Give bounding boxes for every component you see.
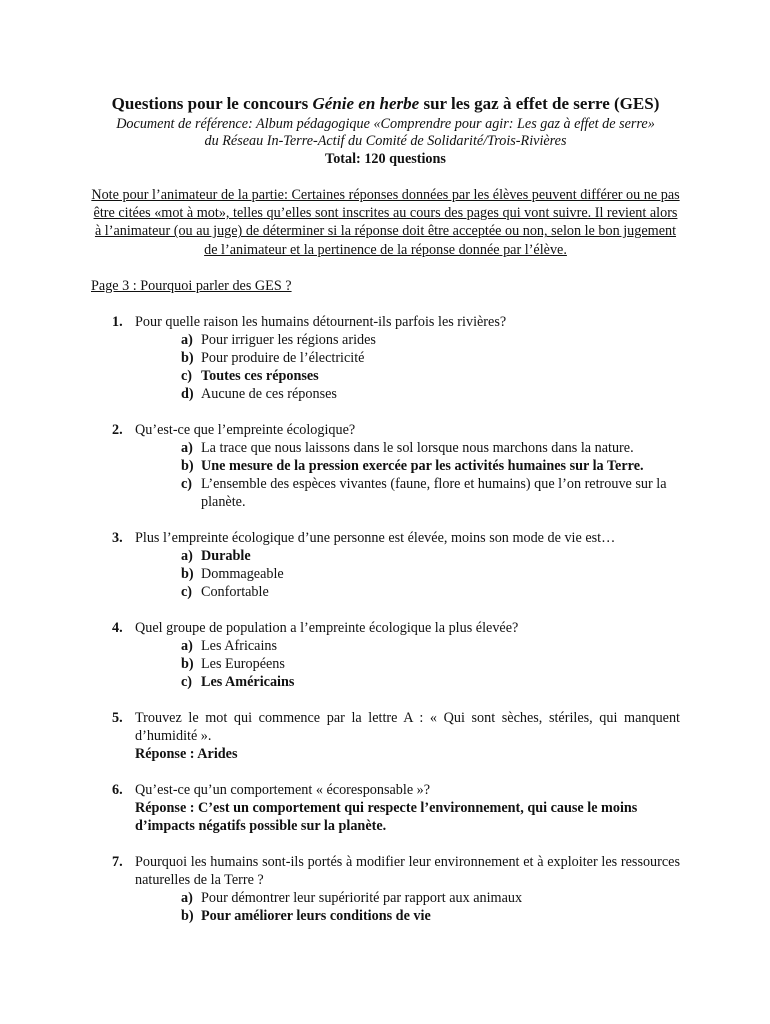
option-letter: b) xyxy=(181,907,194,924)
answer-option xyxy=(181,655,680,673)
document-page xyxy=(91,94,680,925)
answer-option xyxy=(181,439,680,457)
question-number: 7. xyxy=(112,853,123,870)
total-questions: Total: 120 questions xyxy=(325,151,446,167)
option-text: Pour produire de l’électricité xyxy=(201,349,365,366)
question-text: Qu’est-ce que l’empreinte écologique? xyxy=(135,421,356,438)
answer-option xyxy=(181,385,680,403)
correct-option xyxy=(181,457,680,475)
answer-options xyxy=(135,331,680,403)
question-item xyxy=(91,619,680,691)
option-text: Pour améliorer leurs conditions de vie xyxy=(201,907,431,924)
question-item xyxy=(91,529,680,601)
option-letter: a) xyxy=(181,439,193,456)
question-number: 3. xyxy=(112,529,123,546)
option-text: Durable xyxy=(201,547,251,564)
option-text: Une mesure de la pression exercée par les activités humaines sur la Terre. xyxy=(201,457,644,474)
question-text: Trouvez le mot qui commence par la lettre A : « Qui sont sèches, stériles, qui manquent d’humidité ». xyxy=(135,709,680,744)
option-letter: d) xyxy=(181,385,194,402)
option-text: Les Européens xyxy=(201,655,285,672)
option-text: Dommageable xyxy=(201,565,284,582)
answer-option xyxy=(181,565,680,583)
option-text: Pour irriguer les régions arides xyxy=(201,331,376,348)
question-number: 2. xyxy=(112,421,123,438)
document-title xyxy=(91,94,680,114)
option-letter: a) xyxy=(181,331,193,348)
answer-options xyxy=(135,439,680,511)
option-text: Pour démontrer leur supériorité par rapport aux animaux xyxy=(201,889,523,906)
question-number: 5. xyxy=(112,709,123,726)
question-text: Pourquoi les humains sont-ils portés à modifier leur environnement et à exploiter les ressources naturelles de la Terre ? xyxy=(135,853,680,888)
answer-option xyxy=(181,349,680,367)
answer-text: Réponse : Arides xyxy=(135,745,238,762)
answer-option xyxy=(181,583,680,601)
option-letter: c) xyxy=(181,367,193,384)
correct-option xyxy=(181,547,680,565)
option-letter: c) xyxy=(181,475,193,492)
correct-option xyxy=(181,907,680,925)
question-item xyxy=(91,709,680,763)
answer-options xyxy=(135,637,680,691)
question-list xyxy=(91,313,680,925)
correct-option xyxy=(181,367,680,385)
question-text: Quel groupe de population a l’empreinte écologique la plus élevée? xyxy=(135,619,519,636)
question-text: Plus l’empreinte écologique d’une personne est élevée, moins son mode de vie est… xyxy=(135,529,616,546)
answer-option xyxy=(181,475,680,511)
answer-option xyxy=(181,889,680,907)
question-text: Pour quelle raison les humains détournent-ils parfois les rivières? xyxy=(135,313,507,330)
option-letter: b) xyxy=(181,349,194,366)
answer-option xyxy=(181,331,680,349)
option-letter: c) xyxy=(181,583,193,600)
page-heading: Page 3 : Pourquoi parler des GES ? xyxy=(91,277,292,294)
reference-document xyxy=(91,116,680,150)
answer-option xyxy=(181,637,680,655)
option-letter: a) xyxy=(181,637,193,654)
animator-note: Note pour l’animateur de la partie: Certaines réponses données par les élèves peuvent différer ou ne pas être citées «mot à mot», telles qu’elles sont inscrites au cours des pages qui vont suivre. Il revient alors à l’animateur (ou au juge) de déterminer si la réponse doit être acceptée ou non, selon le bon jugement de l’animateur et la pertinence de la réponse donnée par l’élève. xyxy=(91,187,680,258)
option-text: Confortable xyxy=(201,583,269,600)
question-number: 1. xyxy=(112,313,123,330)
title-part: Questions pour le concours xyxy=(111,94,313,113)
question-number: 4. xyxy=(112,619,123,636)
option-text: Toutes ces réponses xyxy=(201,367,319,384)
title-part: sur les gaz à effet de serre (GES) xyxy=(419,94,660,113)
question-item xyxy=(91,781,680,835)
subtitle-line: du Réseau In-Terre-Actif du Comité de Solidarité/Trois-Rivières xyxy=(204,133,567,149)
option-letter: c) xyxy=(181,673,193,690)
option-letter: a) xyxy=(181,889,193,906)
question-item xyxy=(91,313,680,403)
answer-text: Réponse : C’est un comportement qui respecte l’environnement, qui cause le moins d’impacts négatifs possible sur la planète. xyxy=(135,799,638,834)
answer-options xyxy=(135,889,680,925)
option-text: La trace que nous laissons dans le sol lorsque nous marchons dans la nature. xyxy=(201,439,634,456)
correct-option xyxy=(181,673,680,691)
option-letter: a) xyxy=(181,547,193,564)
subtitle-line: Document de référence: Album pédagogique «Comprendre pour agir: Les gaz à effet de serre» xyxy=(116,116,655,132)
question-item xyxy=(91,421,680,511)
option-text: Les Africains xyxy=(201,637,278,654)
title-emphasis: Génie en herbe xyxy=(312,94,420,113)
option-letter: b) xyxy=(181,655,194,672)
question-number: 6. xyxy=(112,781,123,798)
question-text: Qu’est-ce qu’un comportement « écoresponsable »? xyxy=(135,781,431,798)
option-text: Les Américains xyxy=(201,673,295,690)
question-item xyxy=(91,853,680,925)
option-text: L’ensemble des espèces vivantes (faune, flore et humains) que l’on retrouve sur la planète. xyxy=(201,475,667,510)
option-text: Aucune de ces réponses xyxy=(201,385,337,402)
option-letter: b) xyxy=(181,565,194,582)
answer-options xyxy=(135,547,680,601)
option-letter: b) xyxy=(181,457,194,474)
